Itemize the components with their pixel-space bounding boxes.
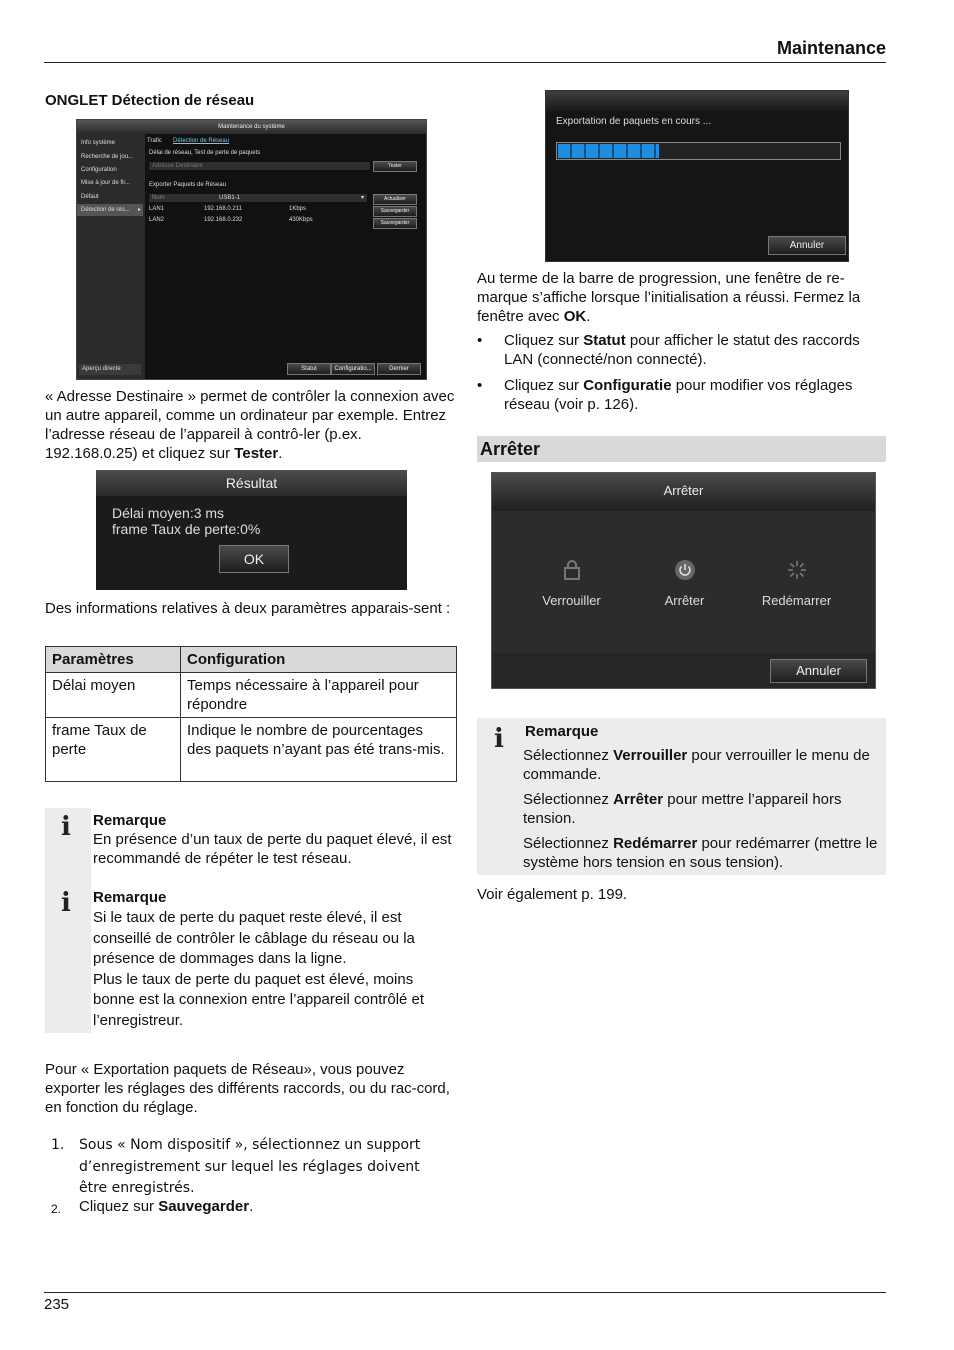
dvr-live-view-button[interactable]: Aperçu directe (79, 364, 141, 375)
table-row (46, 718, 457, 782)
paragraph-destination: « Adresse Destinaire » permet de contrôler la connexion avec un autre appareil, comme un ordinateur par exemple. Entrez l’adresse réseau de l’appareil à contrô-ler (p.ex. 192.168.0.25) et cliquez sur Tester. (45, 388, 455, 462)
restart-icon (786, 559, 808, 581)
dvr-title: Maintenance du système (77, 120, 426, 134)
dvr-config-button[interactable]: Configuratio... (331, 363, 375, 375)
step-number: 2. (51, 1202, 62, 1216)
note-text: Si le taux de perte du paquet reste élevé, il est conseillé de contrôler le câblage du réseau ou la présence de dommages dans la ligne. (93, 909, 415, 967)
dvr-row-lan2-name: LAN2 (149, 217, 165, 223)
shutdown-title: Arrêter (492, 473, 875, 511)
table-cell: Délai moyen (46, 673, 181, 718)
page-footer-rule (44, 1292, 886, 1293)
dvr-sidebar (77, 134, 145, 379)
step-text: Cliquez sur Sauvegarder. (79, 1198, 254, 1215)
section-heading: ONGLET Détection de réseau (45, 92, 255, 109)
export-cancel-button[interactable]: Annuler (768, 236, 846, 255)
dvr-sidebar-item-search[interactable]: Recherche de jou... (81, 154, 134, 160)
dvr-export-label: Exporter Paquets de Réseau (149, 182, 227, 188)
note-text: Plus le taux de perte du paquet est élevé, moins bonne est la connexion entre l’appareil contrôlé et l’enregistreur. (93, 970, 425, 1029)
dvr-status-button[interactable]: Statut (287, 363, 331, 375)
note-title: Remarque (93, 812, 167, 829)
result-ok-button[interactable]: OK (219, 545, 289, 573)
result-delay: Délai moyen:3 ms (112, 505, 225, 521)
page-number: 235 (44, 1296, 70, 1313)
shutdown-dialog-screenshot (491, 472, 876, 689)
result-dialog-screenshot (96, 470, 407, 590)
dvr-row-lan2-rate: 430Kbps (289, 217, 313, 223)
dvr-sidebar-item-config[interactable]: Configuration (81, 167, 117, 173)
result-loss: frame Taux de perte:0% (112, 521, 261, 537)
dvr-refresh-button[interactable]: Actualiser (373, 194, 417, 205)
dvr-test-button[interactable]: Tester (373, 161, 417, 172)
table-cell: Temps nécessaire à l’appareil pour répondre (181, 673, 457, 718)
dvr-row-lan1-save-button[interactable]: Sauvegarder (373, 206, 417, 217)
list-item: • Cliquez sur Configuratie pour modifier vos réglages réseau (voir p. 126). (477, 376, 886, 414)
note-text: En présence d’un taux de perte du paquet élevé, il est recommandé de répéter le test réseau. (93, 831, 452, 867)
chevron-right-icon: ▸ (137, 207, 141, 213)
dvr-test-label: Délai de réseau, Test de perte de paquets (149, 150, 261, 156)
dvr-row-lan2-ip: 192.168.0.232 (204, 217, 243, 223)
note-text: Sélectionnez Arrêter pour mettre l’appareil hors tension. (523, 791, 842, 827)
page-title: Maintenance (776, 38, 886, 58)
restart-label: Redémarrer (761, 593, 832, 608)
result-title: Résultat (96, 470, 407, 496)
info-icon: i (61, 888, 71, 918)
dvr-device-select[interactable]: Nom USB1-1 ▾ (149, 194, 367, 202)
note-title: Remarque (525, 723, 599, 740)
dvr-row-lan1-name: LAN1 (149, 206, 165, 212)
shutdown-option[interactable] (627, 559, 742, 608)
note-3 (523, 722, 886, 872)
power-icon (674, 559, 696, 581)
export-title: Exportation de paquets en cours ... (556, 116, 712, 127)
dvr-sidebar-item-network[interactable]: Détection de rés... ▸ (77, 204, 143, 216)
chevron-down-icon: ▾ (360, 195, 364, 201)
table-cell: Indique le nombre de pourcentages des paquets n’ayant pas été trans-mis. (181, 718, 457, 782)
table-header: Configuration (181, 647, 457, 673)
table-header-row (46, 647, 457, 673)
note-sidebar (45, 808, 91, 1033)
restart-option[interactable] (739, 559, 854, 608)
dvr-sidebar-item-firmware[interactable]: Mise à jour de fir... (81, 180, 131, 186)
dvr-row-lan2-save-button[interactable]: Sauvegarder (373, 218, 417, 229)
note-2 (93, 888, 455, 1031)
dvr-row-lan1-ip: 192.168.0.211 (204, 206, 242, 212)
paragraph-params: Des informations relatives à deux paramètres apparais-sent : (45, 600, 451, 617)
info-icon: i (61, 812, 71, 842)
table-row (46, 673, 457, 718)
params-table (45, 646, 457, 782)
info-icon: i (494, 724, 504, 754)
dvr-back-button[interactable]: Dernier (377, 363, 421, 375)
note-1 (93, 811, 455, 868)
shutdown-label: Arrêter (664, 593, 705, 608)
step-number: 1. (51, 1137, 65, 1153)
export-progress-bar (556, 142, 841, 160)
export-progress-screenshot (545, 90, 849, 262)
lock-option[interactable] (514, 559, 629, 608)
dvr-tab-traffic[interactable]: Trafic (147, 138, 162, 144)
dvr-sidebar-item-default[interactable]: Défaut (81, 194, 99, 200)
bullet-list (477, 331, 886, 421)
step-text: Sous « Nom dispositif », sélectionnez un support d’enregistrement sur lequel les réglages doivent être enregistrés. (79, 1137, 421, 1196)
note-text: Sélectionnez Verrouiller pour verrouiller le menu de commande. (523, 747, 870, 783)
lock-icon (562, 559, 582, 581)
dvr-sidebar-item-info[interactable]: Info système (81, 140, 116, 146)
section-heading-stop: Arrêter (477, 436, 886, 462)
note-text: Sélectionnez Redémarrer pour redémarrer (mettre le système hors tension en sous tension). (523, 835, 878, 871)
lock-label: Verrouiller (542, 593, 601, 608)
export-progress-fill (558, 144, 659, 158)
see-also: Voir également p. 199. (477, 886, 628, 903)
page-header (44, 36, 886, 63)
export-titlebar (546, 91, 848, 111)
note-title: Remarque (93, 889, 167, 906)
dvr-row-lan1-rate: 1Kbps (289, 206, 307, 212)
paragraph-progress: Au terme de la barre de progression, une fenêtre de re-marque s’affiche lorsque l’initialisation a réussi. Fermez la fenêtre avec OK. (477, 270, 861, 325)
paragraph-export: Pour « Exportation paquets de Réseau», vous pouvez exporter les réglages des différents raccords, ou du rac-cord, en fonction du réglage. (45, 1061, 450, 1116)
list-item: • Cliquez sur Statut pour afficher le statut des raccords LAN (connecté/non connecté). (477, 331, 886, 369)
dvr-maintenance-screenshot (76, 119, 427, 380)
table-cell: frame Taux de perte (46, 718, 181, 782)
shutdown-cancel-button[interactable]: Annuler (770, 659, 867, 683)
dvr-destination-input[interactable]: Adresse Destinaire (149, 162, 370, 170)
dvr-tab-network-detection[interactable]: Détection de Réseau (173, 138, 230, 144)
table-header: Paramètres (46, 647, 181, 673)
